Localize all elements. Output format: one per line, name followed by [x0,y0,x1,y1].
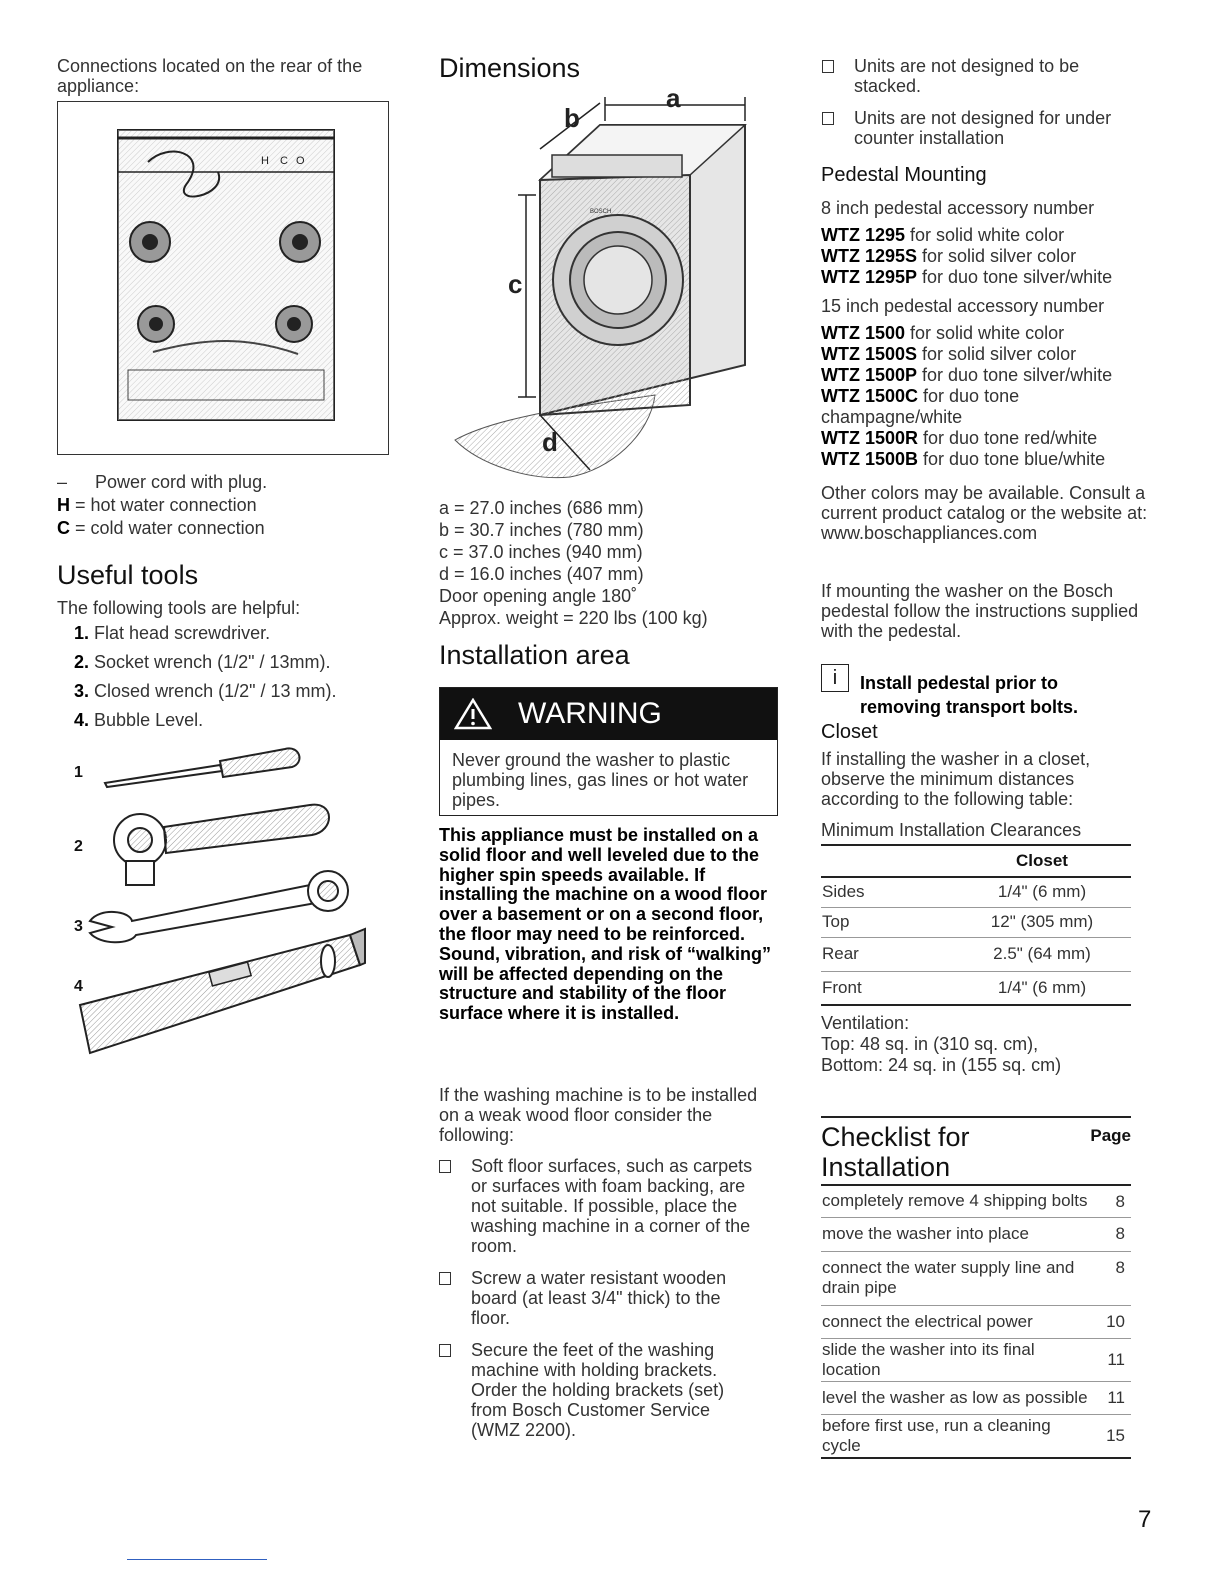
ped15-item: WTZ 1500C for duo tone champagne/white [821,386,1020,427]
ped15-item: WTZ 1500R for duo tone red/white [821,428,1098,448]
useful-tools-intro: The following tools are helpful: [57,598,301,618]
ped15-item: WTZ 1500 for solid white color [821,323,1065,343]
clearance-caption: Minimum Installation Clearances [821,820,1082,840]
list-item: Secure the feet of the washing machine with holding brackets. Order the holding brackets (set) from Bosch Customer Service (WMZ 2200). [439,1340,769,1440]
tool-item: 4. Bubble Level. [74,710,204,730]
list-item: Units are not designed for under counter installation [822,108,1142,148]
list-item: Units are not designed to be stacked. [822,56,1142,96]
checkbox-icon [439,1344,451,1357]
dim-value-b: b = 30.7 inches (780 mm) [439,520,644,540]
dim-value-a: a = 27.0 inches (686 mm) [439,498,644,518]
rear-connections-figure [57,101,389,455]
table-row: before first use, run a cleaning cycle 15 [822,1415,1125,1455]
hot-connection-label: H [261,155,269,167]
table-row: Sides 1/4" (6 mm) [821,877,1131,907]
dim-label-d: d [542,427,558,457]
ped15-item: WTZ 1500B for duo tone blue/white [821,449,1106,469]
tool-label-3: 3 [74,918,83,935]
tool-label-2: 2 [74,838,83,855]
checklist-title: Checklist for Installation [821,1122,970,1182]
ped15-item: WTZ 1500S for solid silver color [821,344,1077,364]
footer-rule [127,1559,267,1560]
clearance-header: Closet [1016,851,1068,870]
list-item: Screw a water resistant wooden board (at least 3/4" thick) to the floor. [439,1268,769,1328]
rear-connections-intro: Connections located on the rear of the appliance: [57,56,363,96]
legend-item-hot: H = hot water connection [57,495,257,515]
legend-item-cold: C = cold water connection [57,518,265,538]
weak-floor-intro: If the washing machine is to be installed on a weak wood floor consider the following: [439,1085,758,1145]
ped8-item: WTZ 1295P for duo tone silver/white [821,267,1113,287]
tool-item: 1. Flat head screwdriver. [74,623,271,643]
table-row: Top 12" (305 mm) [821,907,1131,937]
ped15-item: WTZ 1500P for duo tone silver/white [821,365,1113,385]
ventilation-info: Ventilation: Top: 48 sq. in (310 sq. cm), Bottom: 24 sq. in (155 sq. cm) [821,1013,1062,1075]
checkbox-icon [822,60,834,73]
warning-icon [454,698,492,730]
cold-connection-label: C [280,155,288,167]
table-header [821,845,1131,877]
table-row: level the washer as low as possible 11 [821,1381,1131,1414]
clearance-table [821,844,1131,1006]
checkbox-icon [439,1160,451,1173]
info-icon: i [821,664,849,692]
checklist-table [821,1184,1131,1459]
table-row: connect the electrical power 10 [821,1305,1131,1338]
warning-label: WARNING [518,697,662,730]
tools-list [74,623,394,739]
tool-label-1: 1 [74,764,83,781]
dimensions-illustration [440,85,780,485]
outlet-connection-label: O [296,155,305,167]
dim-label-b: b [564,103,580,133]
tool-item: 3. Closed wrench (1/2" / 13 mm). [74,681,337,701]
dimensions-heading: Dimensions [439,53,581,83]
checklist-section [821,1116,1131,1459]
table-row: move the washer into place 8 [821,1217,1131,1251]
installation-area-heading: Installation area [439,640,630,670]
list-item: Soft floor surfaces, such as carpets or surfaces with foam backing, are not suitable. If possible, place the washing machine in a corner of the room. [439,1156,769,1256]
tools-illustration [60,735,380,1065]
dim-label-c: c [508,269,523,299]
pedestal-list [821,198,1151,470]
checkbox-icon [822,112,834,125]
checklist-header [821,1118,1131,1184]
info-note: Install pedestal prior to removing transport bolts. [860,673,1079,717]
table-row: slide the washer into its final location 11 [821,1338,1131,1381]
ped8-item: WTZ 1295 for solid white color [821,225,1065,245]
closet-intro: If installing the washer in a closet, observe the minimum distances according to the following table: [821,749,1091,809]
dim-value-c: c = 37.0 inches (940 mm) [439,542,643,562]
weak-floor-list [439,1156,769,1440]
unit-notes [822,56,1142,148]
warning-header [440,688,777,740]
brand-mark: BOSCH [590,209,612,215]
dim-label-a: a [666,85,681,113]
door-angle: Door opening angle 180˚ [439,586,638,606]
warning-text: Never ground the washer to plastic plumbing lines, gas lines or hot water pipes. [452,750,749,810]
legend-list [57,472,387,538]
ped8-item: WTZ 1295S for solid silver color [821,246,1077,266]
tool-label-4: 4 [74,978,83,995]
pedestal-mounting-heading: Pedestal Mounting [821,164,987,186]
checkbox-icon [439,1272,451,1285]
warning-box [439,687,778,816]
table-row: connect the water supply line and drain pipe 8 [821,1251,1131,1305]
ped8-intro: 8 inch pedestal accessory number [821,198,1095,218]
other-colors-note: Other colors may be available. Consult a current product catalog or the website at: www.boschappliances.com [821,483,1148,543]
table-row: completely remove 4 shipping bolts 8 [821,1185,1131,1217]
table-row: Rear 2.5" (64 mm) [821,937,1131,971]
tool-item: 2. Socket wrench (1/2" / 13mm). [74,652,331,672]
useful-tools-heading: Useful tools [57,560,199,590]
page-number: 7 [1138,1506,1152,1533]
dim-value-d: d = 16.0 inches (407 mm) [439,564,644,584]
floor-requirement-paragraph: This appliance must be installed on a solid floor and well leveled due to the higher spin speeds available. If installing the machine on a wood floor over a basement or on a second floor, the floor may need to be reinforced. Sound, vibration, and risk of “walking” will be affected depending on the structure and stability of the floor surface where it is installed. [439,825,772,1024]
legend-item-power: – Power cord with plug. [57,472,268,492]
table-row: Front 1/4" (6 mm) [822,977,1087,997]
ped15-intro: 15 inch pedestal accessory number [821,296,1105,316]
dimension-values [439,497,779,629]
mounting-note: If mounting the washer on the Bosch pedestal follow the instructions supplied with the pedestal. [821,581,1139,641]
approx-weight: Approx. weight = 220 lbs (100 kg) [439,608,708,628]
checklist-page-header: Page [1090,1126,1131,1145]
closet-heading: Closet [821,721,878,743]
